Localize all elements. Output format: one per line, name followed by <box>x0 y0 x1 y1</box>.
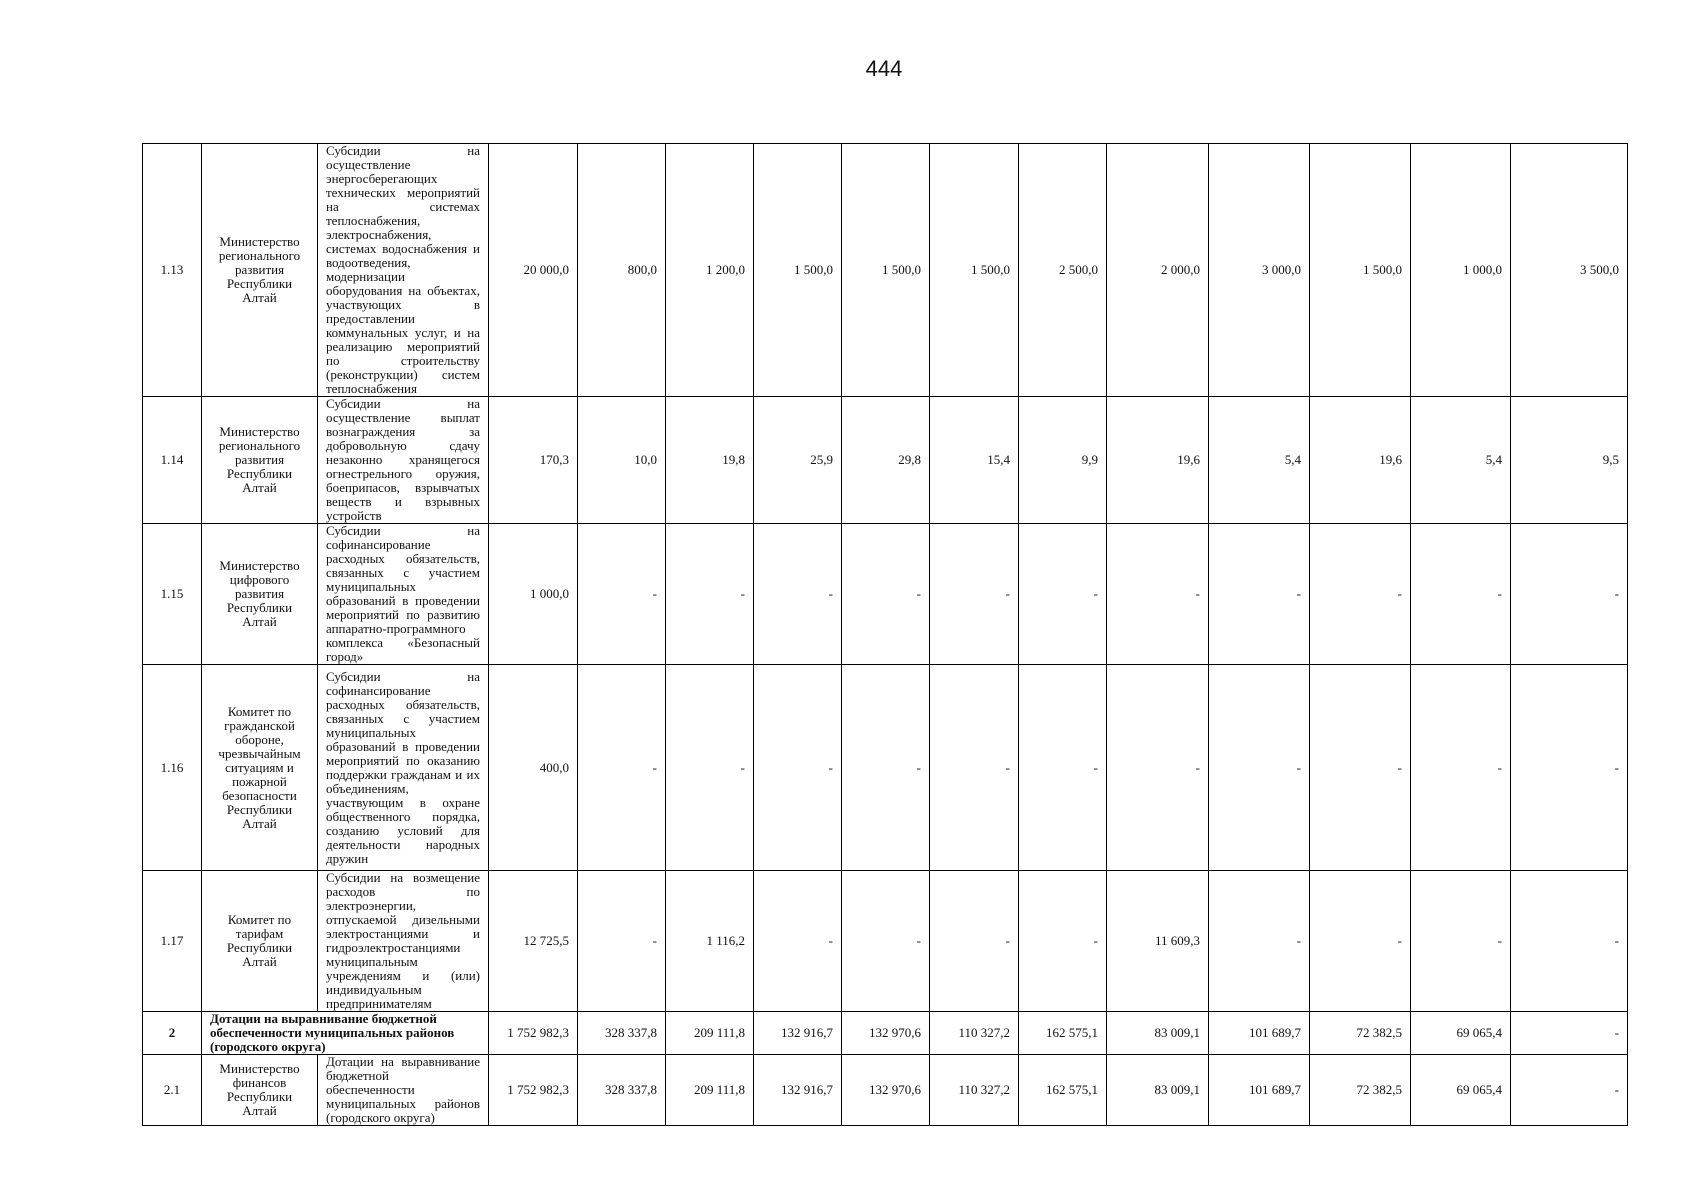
value-cell: 1 500,0 <box>930 144 1019 397</box>
value-cell: 12 725,5 <box>489 871 578 1012</box>
responsible-organization: Министерство регионального развития Республики Алтай <box>202 144 318 397</box>
table-row <box>143 871 1628 1012</box>
value-cell: 101 689,7 <box>1209 1055 1310 1126</box>
value-cell: - <box>666 665 754 871</box>
value-cell: - <box>578 871 666 1012</box>
value-cell: 19,6 <box>1310 397 1411 524</box>
value-cell: 1 116,2 <box>666 871 754 1012</box>
subsidy-description: Субсидии на возмещение расходов по электроэнергии, отпускаемой дизельными электростанциями и гидроэлектростанциями муниципальным учреждениям и (или) индивидуальным предпринимателям <box>318 871 489 1012</box>
value-cell: 19,6 <box>1107 397 1209 524</box>
value-cell: 132 916,7 <box>754 1012 842 1055</box>
value-cell: 328 337,8 <box>578 1012 666 1055</box>
value-cell: - <box>1310 665 1411 871</box>
value-cell: - <box>1511 665 1628 871</box>
value-cell: 19,8 <box>666 397 754 524</box>
value-cell: 3 000,0 <box>1209 144 1310 397</box>
value-cell: 209 111,8 <box>666 1012 754 1055</box>
value-cell: - <box>1209 665 1310 871</box>
value-cell: 132 970,6 <box>842 1055 930 1126</box>
value-cell: 5,4 <box>1411 397 1511 524</box>
value-cell: - <box>1019 871 1107 1012</box>
responsible-organization: Министерство цифрового развития Республики Алтай <box>202 524 318 665</box>
value-cell: - <box>754 524 842 665</box>
value-cell: - <box>1511 1055 1628 1126</box>
value-cell: 132 970,6 <box>842 1012 930 1055</box>
value-cell: - <box>1209 524 1310 665</box>
value-cell: 800,0 <box>578 144 666 397</box>
value-cell: 400,0 <box>489 665 578 871</box>
value-cell: - <box>842 871 930 1012</box>
value-cell: 3 500,0 <box>1511 144 1628 397</box>
value-cell: 1 752 982,3 <box>489 1055 578 1126</box>
value-cell: - <box>842 665 930 871</box>
value-cell: - <box>930 665 1019 871</box>
page-number: 444 <box>865 56 903 81</box>
value-cell: - <box>1019 665 1107 871</box>
value-cell: - <box>666 524 754 665</box>
section-description: Дотации на выравнивание бюджетной обеспеченности муниципальных районов (городского округа) <box>202 1012 489 1055</box>
value-cell: 69 065,4 <box>1411 1012 1511 1055</box>
value-cell: - <box>1511 871 1628 1012</box>
value-cell: 83 009,1 <box>1107 1012 1209 1055</box>
value-cell: 162 575,1 <box>1019 1012 1107 1055</box>
value-cell: 10,0 <box>578 397 666 524</box>
budget-table <box>142 143 1628 1126</box>
subsidy-description: Субсидии на софинансирование расходных обязательств, связанных с участием муниципальных образований в проведении мероприятий по оказанию поддержки гражданам и их объединениям, участвующим в охране общественного порядка, созданию условий для деятельности народных дружин <box>318 665 489 871</box>
responsible-organization: Министерство регионального развития Республики Алтай <box>202 397 318 524</box>
table-row-section-total <box>143 1012 1628 1055</box>
value-cell: - <box>1107 665 1209 871</box>
value-cell: - <box>1511 524 1628 665</box>
value-cell: 72 382,5 <box>1310 1012 1411 1055</box>
subsidy-description: Субсидии на осуществление энергосберегающих технических мероприятий на системах теплоснабжения, электроснабжения, системах водоснабжения и водоотведения, модернизации оборудования на объектах, участвующих в предоставлении коммунальных услуг, и на реализацию мероприятий по строительству (реконструкции) систем теплоснабжения <box>318 144 489 397</box>
value-cell: 132 916,7 <box>754 1055 842 1126</box>
row-number: 2 <box>143 1012 202 1055</box>
table-row <box>143 665 1628 871</box>
value-cell: 101 689,7 <box>1209 1012 1310 1055</box>
table-row <box>143 524 1628 665</box>
value-cell: 1 000,0 <box>1411 144 1511 397</box>
value-cell: 2 500,0 <box>1019 144 1107 397</box>
row-number: 1.17 <box>143 871 202 1012</box>
value-cell: 72 382,5 <box>1310 1055 1411 1126</box>
value-cell: - <box>842 524 930 665</box>
value-cell: - <box>1411 665 1511 871</box>
value-cell: 1 500,0 <box>1310 144 1411 397</box>
value-cell: - <box>578 665 666 871</box>
value-cell: 328 337,8 <box>578 1055 666 1126</box>
value-cell: 1 500,0 <box>754 144 842 397</box>
value-cell: - <box>754 871 842 1012</box>
subsidy-description: Дотации на выравнивание бюджетной обеспеченности муниципальных районов (городского округа) <box>318 1055 489 1126</box>
value-cell: - <box>1310 524 1411 665</box>
value-cell: 170,3 <box>489 397 578 524</box>
table-row <box>143 397 1628 524</box>
value-cell: 2 000,0 <box>1107 144 1209 397</box>
value-cell: 162 575,1 <box>1019 1055 1107 1126</box>
value-cell: - <box>1107 524 1209 665</box>
value-cell: 1 752 982,3 <box>489 1012 578 1055</box>
value-cell: - <box>1411 871 1511 1012</box>
responsible-organization: Комитет по гражданской обороне, чрезвычайным ситуациям и пожарной безопасности Республики Алтай <box>202 665 318 871</box>
value-cell: 1 200,0 <box>666 144 754 397</box>
value-cell: - <box>578 524 666 665</box>
row-number: 1.16 <box>143 665 202 871</box>
value-cell: 110 327,2 <box>930 1012 1019 1055</box>
value-cell: 209 111,8 <box>666 1055 754 1126</box>
value-cell: 25,9 <box>754 397 842 524</box>
table-row <box>143 144 1628 397</box>
responsible-organization: Министерство финансов Республики Алтай <box>202 1055 318 1126</box>
row-number: 1.13 <box>143 144 202 397</box>
row-number: 1.15 <box>143 524 202 665</box>
value-cell: 1 500,0 <box>842 144 930 397</box>
row-number: 2.1 <box>143 1055 202 1126</box>
value-cell: 15,4 <box>930 397 1019 524</box>
value-cell: - <box>930 524 1019 665</box>
value-cell: 1 000,0 <box>489 524 578 665</box>
value-cell: - <box>1209 871 1310 1012</box>
value-cell: 29,8 <box>842 397 930 524</box>
value-cell: - <box>1310 871 1411 1012</box>
row-number: 1.14 <box>143 397 202 524</box>
value-cell: - <box>930 871 1019 1012</box>
responsible-organization: Комитет по тарифам Республики Алтай <box>202 871 318 1012</box>
value-cell: 5,4 <box>1209 397 1310 524</box>
value-cell: - <box>754 665 842 871</box>
value-cell: 110 327,2 <box>930 1055 1019 1126</box>
value-cell: - <box>1411 524 1511 665</box>
table-row <box>143 1055 1628 1126</box>
value-cell: 69 065,4 <box>1411 1055 1511 1126</box>
subsidy-description: Субсидии на осуществление выплат вознаграждения за добровольную сдачу незаконно хранящегося огнестрельного оружия, боеприпасов, взрывчатых веществ и взрывных устройств <box>318 397 489 524</box>
value-cell: 9,5 <box>1511 397 1628 524</box>
value-cell: 9,9 <box>1019 397 1107 524</box>
value-cell: 20 000,0 <box>489 144 578 397</box>
value-cell: - <box>1511 1012 1628 1055</box>
subsidy-description: Субсидии на софинансирование расходных обязательств, связанных с участием муниципальных образований в проведении мероприятий по развитию аппаратно-программного комплекса «Безопасный город» <box>318 524 489 665</box>
value-cell: - <box>1019 524 1107 665</box>
value-cell: 83 009,1 <box>1107 1055 1209 1126</box>
value-cell: 11 609,3 <box>1107 871 1209 1012</box>
